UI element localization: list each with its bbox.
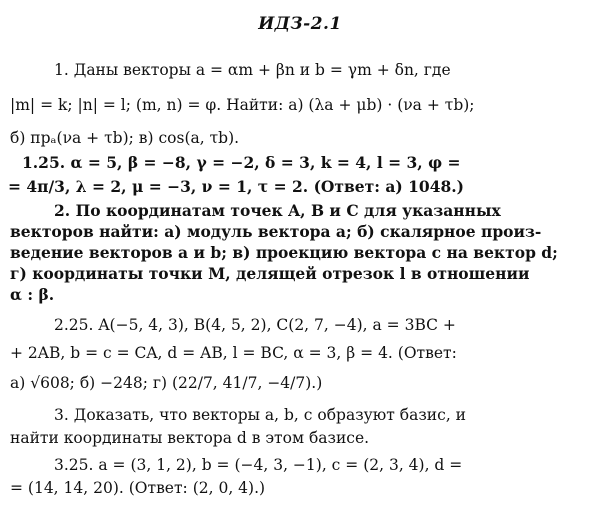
- problem-3-variant-line-1: 3.25. a = (3, 1, 2), b = (−4, 3, −1), c = (2, 3, 4), d =: [54, 456, 463, 474]
- problem-1-line-2: |m| = k; |n| = l; (m, n) = φ. Найти: а) (λa + μb) · (νa + τb);: [10, 96, 475, 114]
- problem-1-line-3: б) прₐ(νa + τb); в) cos(a, τb).: [10, 129, 240, 147]
- problem-3-line-2: найти координаты вектора d в этом базисе.: [10, 429, 370, 447]
- page-title: ИДЗ-2.1: [258, 14, 342, 34]
- problem-2-line-1: 2. По координатам точек A, B и C для указанных: [54, 201, 501, 220]
- problem-3-variant-line-2: = (14, 14, 20). (Ответ: (2, 0, 4).): [10, 479, 266, 497]
- problem-1-variant-line-1: 1.25. α = 5, β = −8, γ = −2, δ = 3, k = 4, l = 3, φ =: [22, 153, 461, 172]
- problem-3-line-1: 3. Доказать, что векторы a, b, c образуют базис, и: [54, 406, 466, 424]
- problem-1-variant-line-2: = 4π/3, λ = 2, μ = −3, ν = 1, τ = 2. (Ответ: а) 1048.): [8, 177, 465, 196]
- problem-2-line-5: α : β.: [10, 285, 55, 304]
- problem-2-variant-line-1: 2.25. A(−5, 4, 3), B(4, 5, 2), C(2, 7, −4), a = 3BC +: [54, 316, 456, 334]
- problem-2-variant-line-2: + 2AB, b = c = CA, d = AB, l = BC, α = 3, β = 4. (Ответ:: [10, 344, 457, 362]
- problem-2-line-4: г) координаты точки M, делящей отрезок l в отношении: [10, 264, 530, 283]
- problem-2-line-2: векторов найти: а) модуль вектора a; б) скалярное произ-: [10, 222, 542, 241]
- problem-1-line-1: 1. Даны векторы a = αm + βn и b = γm + δn, где: [54, 61, 451, 79]
- problem-2-line-3: ведение векторов a и b; в) проекцию вектора c на вектор d;: [10, 243, 558, 262]
- problem-2-variant-line-3: а) √608; б) −248; г) (22/7, 41/7, −4/7).): [10, 374, 323, 392]
